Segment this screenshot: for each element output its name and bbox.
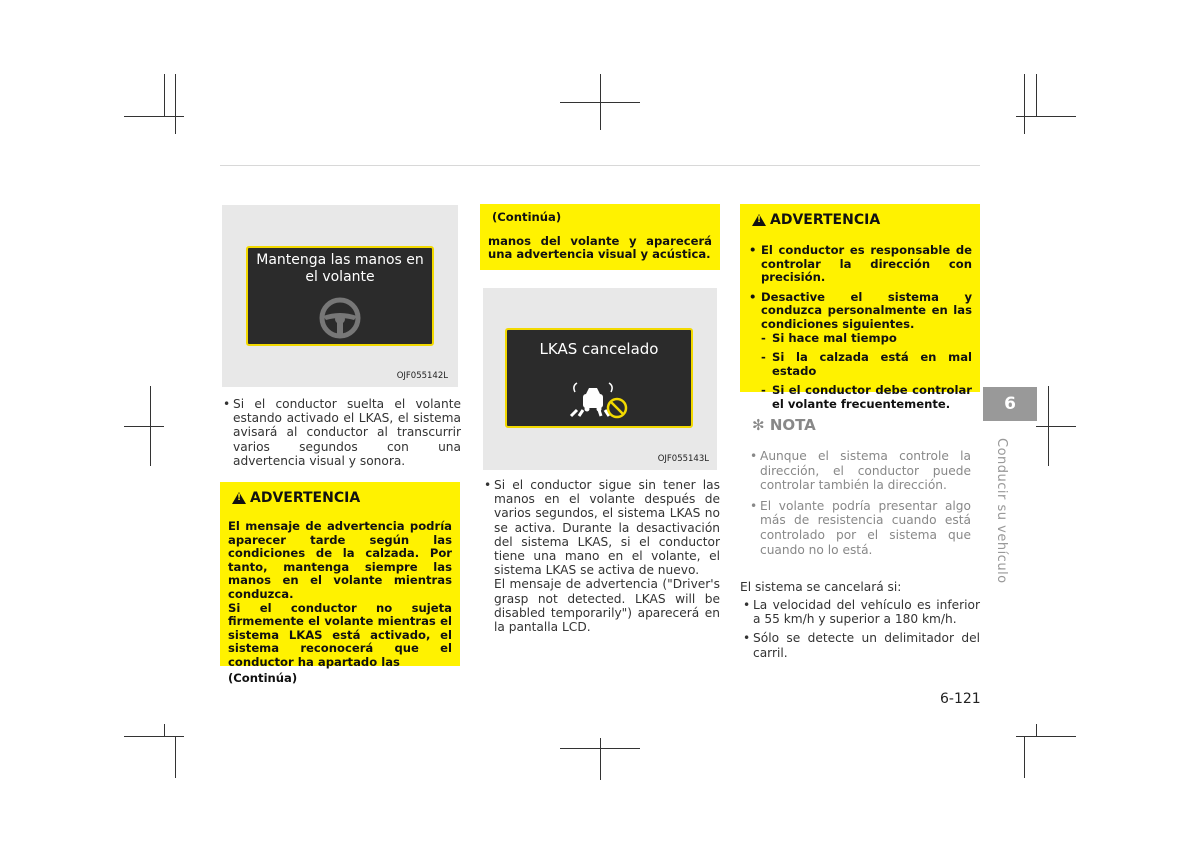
warning-subitem: - Si hace mal tiempo	[748, 332, 972, 346]
nota-list	[750, 449, 971, 557]
figure-hands-on-wheel	[222, 205, 458, 387]
header-rule	[220, 165, 980, 166]
warning-subitem: - Si la calzada está en mal estado	[748, 351, 972, 378]
figure-id: OJF055142L	[396, 371, 448, 381]
nota-title: NOTA	[769, 416, 816, 434]
steering-wheel-icon	[318, 296, 362, 340]
screen-message: Mantenga las manos en el volante	[256, 252, 424, 285]
paragraph-lkas-deactivation: • Si el conductor sigue sin tener las manos en el volante después de varios segundos, el sistema LKAS no se activa. Durante la desactivación del sistema LKAS, si el conductor tiene una mano en el volante, el sistema LKAS se activa de nuevo. El mensaje de advertencia ("Driver's grasp not detected. LKAS will be disabled temporarily") aparecerá en la pantalla LCD.	[484, 478, 720, 634]
nota-heading	[752, 416, 816, 434]
lcd-screen	[246, 246, 434, 346]
chapter-title: Conducir su vehículo	[994, 438, 1009, 584]
warning-box-1	[220, 482, 460, 685]
nota-item: • El volante podría presentar algo más de resistencia cuando está controlado por el sistema que cuando no lo está.	[750, 499, 971, 557]
continued-body: manos del volante y aparecerá una advertencia visual y acústica.	[488, 233, 712, 262]
figure-lkas-cancelled	[483, 288, 717, 470]
warning-continued	[480, 204, 720, 270]
screen-message: LKAS cancelado	[539, 340, 659, 358]
warning-title: ADVERTENCIA	[250, 490, 361, 506]
nota-item: • Aunque el sistema controle la dirección, el conductor puede controlar también la dirección.	[750, 449, 971, 493]
figure-id: OJF055143L	[657, 454, 709, 464]
warning-item: • Desactive el sistema y conduzca personalmente en las condiciones siguientes.	[748, 291, 972, 332]
lcd-screen	[505, 328, 693, 428]
cancel-item: • Sólo se detecte un delimitador del carril.	[743, 631, 980, 659]
page-number: 6-121	[940, 691, 981, 707]
warning-icon: !	[232, 492, 246, 504]
cancel-heading: El sistema se cancelará si:	[740, 580, 902, 594]
warning-box-2	[740, 204, 980, 411]
warning-body-2: Si el conductor no sujeta firmemente el volante mientras el sistema LKAS está activado, el sistema reconocerá que el conductor ha apartado las	[228, 600, 452, 669]
warning-title: ADVERTENCIA	[770, 212, 881, 228]
warning-icon: !	[752, 214, 766, 226]
warning-body: El mensaje de advertencia podría aparecer tarde según las condiciones de la calzada. Por tanto, mantenga siempre las manos en el volante mientras conduzca.	[228, 519, 452, 601]
continued-header: (Continúa)	[492, 210, 562, 224]
chapter-tab: 6	[983, 387, 1037, 421]
warning-item: • El conductor es responsable de controlar la dirección con precisión.	[748, 244, 972, 285]
lkas-cancel-icon	[567, 380, 631, 420]
continued-label: (Continúa)	[228, 670, 298, 685]
asterisk-icon: ✻	[752, 416, 765, 434]
cancel-conditions	[743, 598, 980, 660]
warning-subitem: - Si el conductor debe controlar el volante frecuentemente.	[748, 384, 972, 411]
cancel-item: • La velocidad del vehículo es inferior a 55 km/h y superior a 180 km/h.	[743, 598, 980, 626]
paragraph-release-wheel: • Si el conductor suelta el volante estando activado el LKAS, el sistema avisará al conductor al transcurrir varios segundos con una advertencia visual y sonora.	[223, 397, 461, 468]
